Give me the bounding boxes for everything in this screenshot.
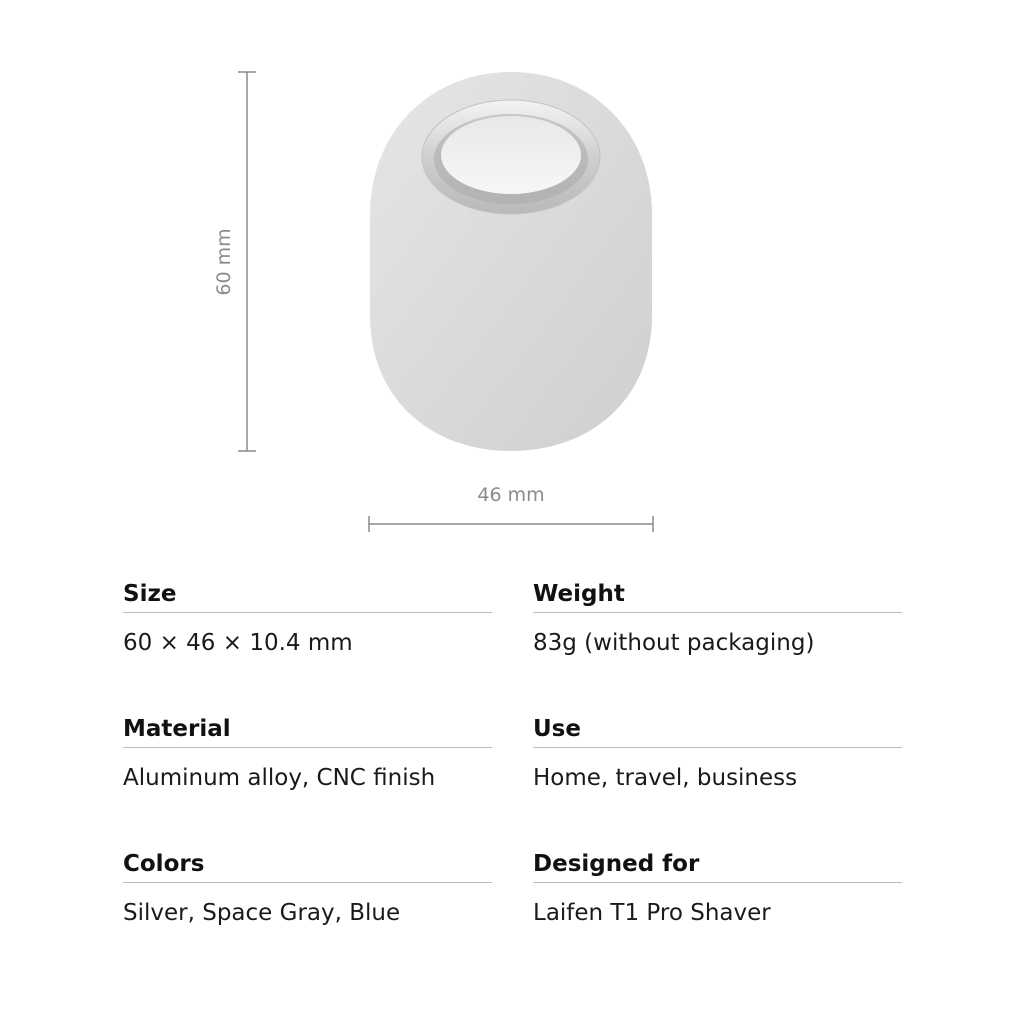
spec-colors — [123, 846, 492, 929]
spec-label: Use — [533, 716, 581, 742]
spec-value: 60 × 46 × 10.4 mm — [123, 630, 353, 656]
divider — [533, 747, 902, 748]
spec-label: Weight — [533, 581, 625, 607]
divider — [123, 747, 492, 748]
spec-weight — [533, 576, 902, 659]
divider — [123, 882, 492, 883]
product-body — [370, 72, 652, 451]
spec-value: Laifen T1 Pro Shaver — [533, 900, 771, 926]
spec-label: Size — [123, 581, 177, 607]
spec-label: Material — [123, 716, 231, 742]
spec-label: Colors — [123, 851, 205, 877]
spec-size — [123, 576, 492, 659]
spec-material — [123, 711, 492, 794]
divider — [533, 612, 902, 613]
width-dimension-label: 46 mm — [477, 484, 545, 506]
divider — [123, 612, 492, 613]
spec-label: Designed for — [533, 851, 700, 877]
spec-designed-for — [533, 846, 902, 929]
width-dimension-line — [369, 516, 653, 532]
spec-value: Aluminum alloy, CNC finish — [123, 765, 436, 791]
spec-value: 83g (without packaging) — [533, 630, 815, 656]
spec-value: Home, travel, business — [533, 765, 798, 791]
divider — [533, 882, 902, 883]
height-dimension-label: 60 mm — [213, 228, 235, 296]
spec-use — [533, 711, 902, 794]
height-dimension-line — [238, 72, 256, 451]
spec-value: Silver, Space Gray, Blue — [123, 900, 401, 926]
